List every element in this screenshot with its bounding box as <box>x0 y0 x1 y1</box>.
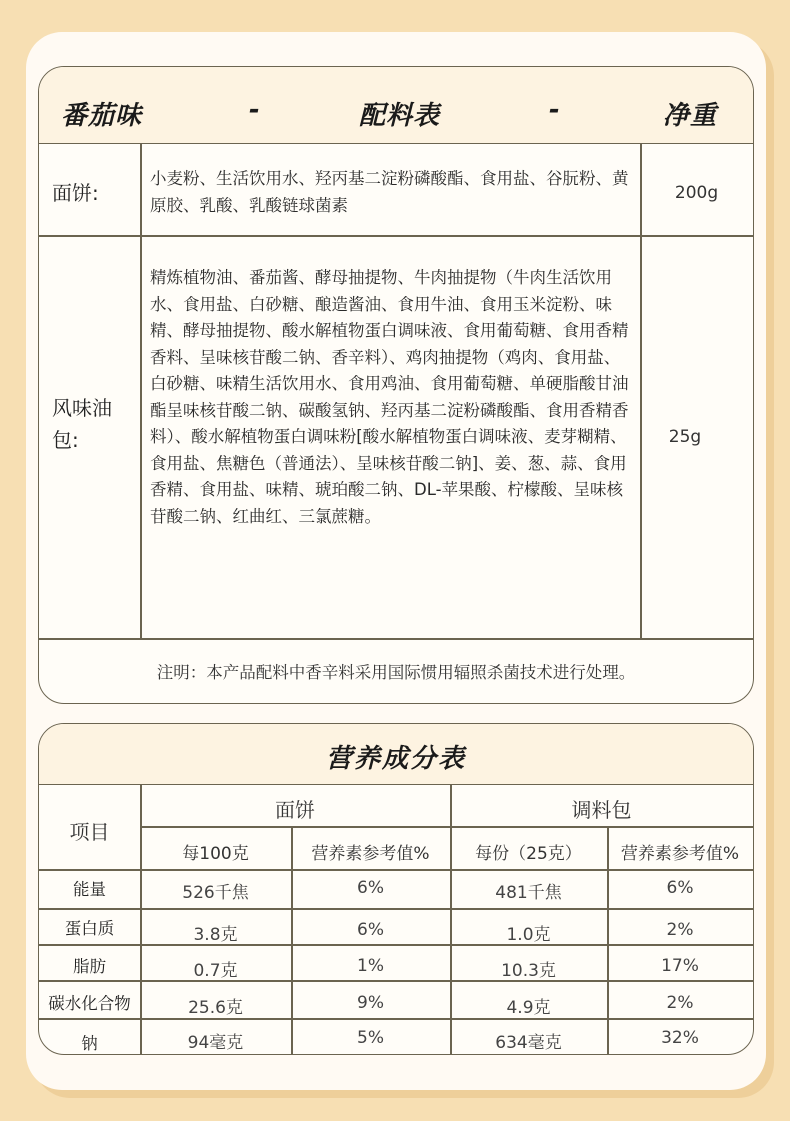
nutrition-panel <box>38 723 754 1055</box>
noodle-group-header: 面饼 <box>275 798 315 822</box>
nutrient-value: 10.3克 <box>501 961 556 981</box>
flavor-name: 番茄味 <box>61 101 143 131</box>
noodle-label: 面饼: <box>52 181 99 205</box>
noodle-ingredients: 小麦粉、生活饮用水、羟丙基二淀粉磷酸酯、食用盐、谷朊粉、黄原胶、乳酸、乳酸链球菌素 <box>150 169 629 215</box>
nutrient-value: 481千焦 <box>495 883 562 903</box>
nutrient-nrv: 1% <box>357 956 384 976</box>
ingredients-header <box>39 67 753 144</box>
noodle-weight: 200g <box>674 183 719 203</box>
nutrient-value: 94毫克 <box>187 1033 244 1053</box>
ingredients-panel <box>38 66 754 704</box>
per-100g-header: 每100克 <box>182 844 249 864</box>
seasoning-oil-label: 风味油包: <box>52 396 112 452</box>
seasoning-oil-ingredients: 精炼植物油、番茄酱、酵母抽提物、牛肉抽提物（牛肉生活饮用水、食用盐、白砂糖、酿造酱油、食用牛油、食用玉米淀粉、味精、酵母抽提物、酸水解植物蛋白调味液、食用葡萄糖、食用香精香料、呈味核苷酸二钠、香辛料）、鸡肉抽提物（鸡肉、食用盐、白砂糖、味精生活饮用水、食用鸡油、食用葡萄糖、单硬脂酸甘油酯呈味核苷酸二钠、碳酸氢钠、羟丙基二淀粉磷酸酯、食用香精香料）、酸水解植物蛋白调味粉[酸水解植物蛋白调味液、麦芽糊精、食用盐、焦糖色（普通法）、呈味核苷酸二钠]、姜、葱、蒜、食用香精、食用盐、味精、琥珀酸二钠、DL-苹果酸、柠檬酸、呈味核苷酸二钠、红曲红、三氯蔗糖。 <box>150 268 629 526</box>
item-header: 项目 <box>69 820 110 844</box>
row-divider <box>39 1018 753 1020</box>
per-serving-header: 每份（25克） <box>475 844 582 864</box>
nutrient-value: 3.8克 <box>193 925 238 945</box>
irradiation-note: 注明：本产品配料中香辛料采用国际惯用辐照杀菌技术进行处理。 <box>156 663 636 682</box>
nutrition-title: 营养成分表 <box>39 724 753 785</box>
nutrient-nrv: 5% <box>357 1028 384 1048</box>
nutrient-name: 蛋白质 <box>64 919 115 938</box>
nutrient-nrv: 32% <box>661 1028 699 1048</box>
nutrient-name: 碳水化合物 <box>48 994 131 1013</box>
ingredients-title: 配料表 <box>359 101 441 131</box>
nutrient-value: 25.6克 <box>188 998 243 1018</box>
nutrient-name: 脂肪 <box>73 957 106 976</box>
row-divider <box>39 869 753 871</box>
nrv-header: 营养素参考值% <box>620 844 740 864</box>
nutrient-name: 能量 <box>73 880 106 899</box>
seasoning-group-header: 调料包 <box>571 798 632 822</box>
nrv-header: 营养素参考值% <box>311 844 430 864</box>
nutrient-nrv: 6% <box>357 920 384 940</box>
net-weight-title: 净重 <box>663 101 718 131</box>
nutrient-nrv: 2% <box>666 920 694 940</box>
header-dash: - <box>549 95 561 125</box>
row-divider <box>140 826 753 828</box>
nutrient-nrv: 17% <box>661 956 699 976</box>
nutrient-value: 4.9克 <box>506 998 551 1018</box>
nutrient-name: 钠 <box>81 1034 98 1053</box>
nutrient-value: 0.7克 <box>193 961 238 981</box>
nutrient-nrv: 9% <box>357 993 384 1013</box>
row-divider <box>39 638 753 640</box>
nutrient-value: 634毫克 <box>495 1033 562 1053</box>
row-divider <box>39 908 753 910</box>
nutrient-nrv: 2% <box>666 993 694 1013</box>
column-divider <box>640 143 642 639</box>
column-divider <box>140 143 142 639</box>
header-dash: - <box>249 95 261 125</box>
seasoning-oil-weight: 25g <box>668 427 702 447</box>
nutrient-nrv: 6% <box>357 878 384 898</box>
nutrient-nrv: 6% <box>666 878 694 898</box>
row-divider <box>39 235 753 237</box>
nutrient-value: 1.0克 <box>506 925 551 945</box>
nutrient-value: 526千焦 <box>182 883 249 903</box>
